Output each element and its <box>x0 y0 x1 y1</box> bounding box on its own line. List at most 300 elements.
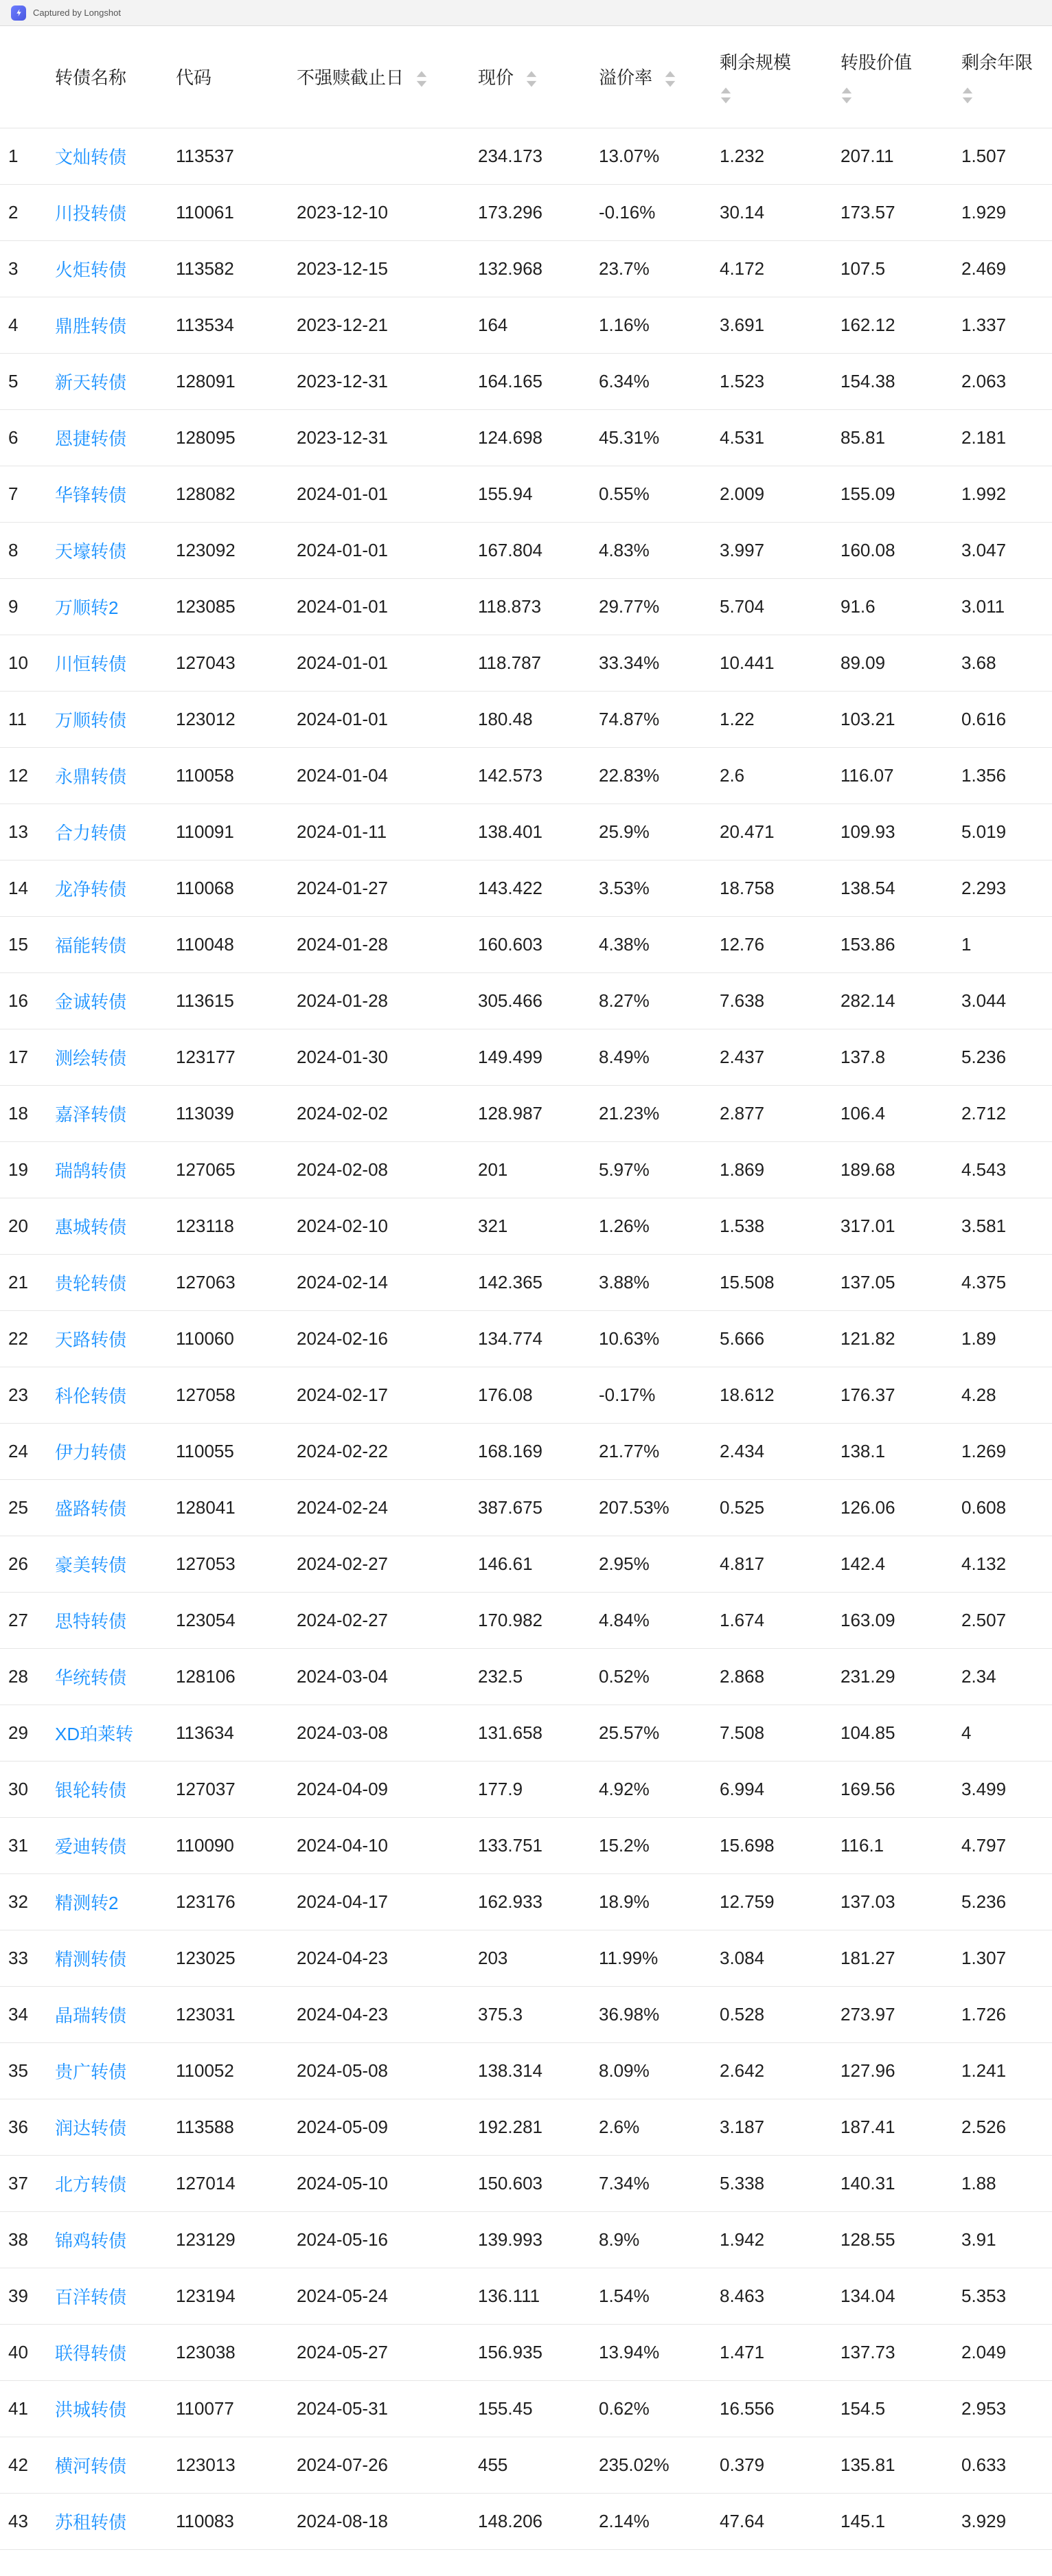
bond-code: 123013 <box>176 2437 297 2493</box>
bond-name-cell <box>55 747 176 803</box>
redeem-date: 2024-05-10 <box>297 2155 478 2211</box>
bond-name-cell <box>55 1141 176 1198</box>
redeem-date: 2024-01-01 <box>297 466 478 522</box>
bond-code: 128106 <box>176 1648 297 1705</box>
remaining-years: 3.011 <box>961 578 1052 635</box>
bond-name-cell <box>55 240 176 297</box>
bond-code: 110091 <box>176 803 297 860</box>
current-price: 170.982 <box>478 1592 599 1648</box>
bond-name-cell <box>55 1479 176 1536</box>
bond-name-link[interactable]: 锦鸡转债 <box>55 2230 127 2251</box>
header-convvalue[interactable] <box>841 26 961 128</box>
premium-rate: 3.53% <box>599 860 720 916</box>
remaining-size: 15.508 <box>720 1254 841 1310</box>
remaining-years: 3.581 <box>961 1198 1052 1254</box>
remaining-years: 2.526 <box>961 2099 1052 2155</box>
row-index: 20 <box>0 1198 55 1254</box>
redeem-date: 2024-04-17 <box>297 1873 478 1930</box>
capture-bar <box>0 0 1052 26</box>
remaining-size: 12.759 <box>720 1873 841 1930</box>
row-index: 18 <box>0 1085 55 1141</box>
row-index: 9 <box>0 578 55 635</box>
current-price: 164.165 <box>478 353 599 409</box>
table-row <box>0 1930 1052 1986</box>
current-price: 162.933 <box>478 1873 599 1930</box>
remaining-years: 2.181 <box>961 409 1052 466</box>
bond-name-link[interactable]: 精测转2 <box>55 1892 119 1913</box>
bond-name-link[interactable]: 万顺转2 <box>55 597 119 618</box>
row-index: 39 <box>0 2268 55 2324</box>
bond-name-cell <box>55 2268 176 2324</box>
table-row <box>0 1198 1052 1254</box>
redeem-date: 2024-05-09 <box>297 2099 478 2155</box>
bond-name-link[interactable]: 思特转债 <box>55 1610 127 1632</box>
bond-name-link[interactable]: 川恒转债 <box>55 653 127 674</box>
bond-name-link[interactable]: 北方转债 <box>55 2174 127 2195</box>
bond-code: 127037 <box>176 1761 297 1817</box>
row-index: 34 <box>0 1986 55 2042</box>
remaining-years: 1.89 <box>961 1310 1052 1367</box>
redeem-date: 2024-05-31 <box>297 2380 478 2437</box>
bond-code: 113615 <box>176 972 297 1029</box>
conversion-value: 104.85 <box>841 1705 961 1761</box>
row-index: 31 <box>0 1817 55 1873</box>
bond-code: 123118 <box>176 1198 297 1254</box>
remaining-size: 2.434 <box>720 1423 841 1479</box>
current-price: 132.968 <box>478 240 599 297</box>
remaining-years: 2.293 <box>961 860 1052 916</box>
conversion-value: 121.82 <box>841 1310 961 1367</box>
row-index: 5 <box>0 353 55 409</box>
conversion-value: 109.93 <box>841 803 961 860</box>
premium-rate: 22.83% <box>599 747 720 803</box>
premium-rate: 2.95% <box>599 1536 720 1592</box>
bond-name-cell <box>55 1029 176 1085</box>
bond-name-link[interactable]: 横河转债 <box>55 2455 127 2476</box>
bond-name-link[interactable]: 天路转债 <box>55 1329 127 1350</box>
sort-arrows-icon[interactable] <box>961 87 1052 104</box>
sort-arrows-icon[interactable] <box>664 70 676 88</box>
redeem-date: 2024-02-14 <box>297 1254 478 1310</box>
conversion-value: 140.31 <box>841 2155 961 2211</box>
premium-rate: 3.88% <box>599 1254 720 1310</box>
remaining-size: 8.463 <box>720 2268 841 2324</box>
current-price: 387.675 <box>478 1479 599 1536</box>
conversion-value: 145.1 <box>841 2493 961 2549</box>
redeem-date: 2024-01-28 <box>297 916 478 972</box>
row-index: 36 <box>0 2099 55 2155</box>
current-price: 128.987 <box>478 1085 599 1141</box>
header-date[interactable] <box>297 26 478 128</box>
bond-name-cell <box>55 578 176 635</box>
bond-name-link[interactable]: 鼎胜转债 <box>55 315 127 337</box>
header-price[interactable] <box>478 26 599 128</box>
redeem-date: 2024-04-09 <box>297 1761 478 1817</box>
remaining-size: 2.009 <box>720 466 841 522</box>
bond-code: 127014 <box>176 2155 297 2211</box>
bond-name-link[interactable]: 火炬转债 <box>55 259 127 280</box>
row-index: 29 <box>0 1705 55 1761</box>
remaining-years: 5.019 <box>961 803 1052 860</box>
capture-caption: Captured by Longshot <box>33 8 121 18</box>
remaining-size: 0.379 <box>720 2437 841 2493</box>
table-row <box>0 916 1052 972</box>
bond-code: 123092 <box>176 522 297 578</box>
bond-name-link[interactable]: 惠城转债 <box>55 1216 127 1238</box>
premium-rate: 8.09% <box>599 2042 720 2099</box>
remaining-years: 1.269 <box>961 1423 1052 1479</box>
bond-name-link[interactable]: XD珀莱转 <box>55 1723 134 1744</box>
bond-name-link[interactable]: 测绘转债 <box>55 1047 127 1069</box>
bond-name-cell <box>55 1761 176 1817</box>
remaining-size: 1.538 <box>720 1198 841 1254</box>
remaining-size: 4.817 <box>720 1536 841 1592</box>
current-price: 118.873 <box>478 578 599 635</box>
premium-rate: 36.98% <box>599 1986 720 2042</box>
row-index: 17 <box>0 1029 55 1085</box>
conversion-value: 231.29 <box>841 1648 961 1705</box>
current-price: 148.206 <box>478 2493 599 2549</box>
premium-rate: 1.54% <box>599 2268 720 2324</box>
header-name <box>55 26 176 128</box>
remaining-years: 3.499 <box>961 1761 1052 1817</box>
sort-arrows-icon[interactable] <box>841 87 961 104</box>
bond-name-link[interactable]: 龙净转债 <box>55 878 127 900</box>
row-index: 12 <box>0 747 55 803</box>
bond-name-link[interactable]: 金诚转债 <box>55 991 127 1012</box>
remaining-years: 4.797 <box>961 1817 1052 1873</box>
redeem-date: 2023-12-31 <box>297 409 478 466</box>
bond-name-link[interactable]: 百洋转债 <box>55 2286 127 2307</box>
bond-name-link[interactable]: 精测转债 <box>55 1948 127 1970</box>
bond-code: 110048 <box>176 916 297 972</box>
current-price: 142.365 <box>478 1254 599 1310</box>
row-index: 35 <box>0 2042 55 2099</box>
conversion-value: 207.11 <box>841 128 961 184</box>
table-row <box>0 2042 1052 2099</box>
remaining-years: 1.507 <box>961 128 1052 184</box>
premium-rate: 1.26% <box>599 1198 720 1254</box>
row-index: 33 <box>0 1930 55 1986</box>
header-premium[interactable] <box>599 26 720 128</box>
bond-code: 128041 <box>176 1479 297 1536</box>
header-premium-label: 溢价率 <box>599 67 653 89</box>
remaining-size: 3.997 <box>720 522 841 578</box>
table-row <box>0 2099 1052 2155</box>
remaining-years: 0.616 <box>961 691 1052 747</box>
current-price: 150.603 <box>478 2155 599 2211</box>
row-index: 11 <box>0 691 55 747</box>
current-price: 134.774 <box>478 1310 599 1367</box>
redeem-date: 2024-05-27 <box>297 2324 478 2380</box>
conversion-value: 187.41 <box>841 2099 961 2155</box>
premium-rate: 45.31% <box>599 409 720 466</box>
premium-rate: 207.53% <box>599 1479 720 1536</box>
bond-name-link[interactable]: 伊力转债 <box>55 1441 127 1463</box>
current-price: 131.658 <box>478 1705 599 1761</box>
premium-rate: 74.87% <box>599 691 720 747</box>
table-row <box>0 578 1052 635</box>
bond-name-link[interactable]: 新天转债 <box>55 372 127 393</box>
bond-name-cell <box>55 1592 176 1648</box>
bond-name-cell <box>55 1254 176 1310</box>
redeem-date: 2024-08-18 <box>297 2493 478 2549</box>
redeem-date: 2024-01-11 <box>297 803 478 860</box>
remaining-years: 3.044 <box>961 972 1052 1029</box>
bond-name-link[interactable]: 合力转债 <box>55 822 127 843</box>
bond-name-link[interactable]: 川投转债 <box>55 203 127 224</box>
sort-arrows-icon[interactable] <box>720 87 841 104</box>
row-index: 32 <box>0 1873 55 1930</box>
bond-name-link[interactable]: 晶瑞转债 <box>55 2005 127 2026</box>
bond-name-link[interactable]: 联得转债 <box>55 2343 127 2364</box>
remaining-size: 18.758 <box>720 860 841 916</box>
premium-rate: 235.02% <box>599 2437 720 2493</box>
row-index: 27 <box>0 1592 55 1648</box>
current-price: 156.935 <box>478 2324 599 2380</box>
bond-code: 110083 <box>176 2493 297 2549</box>
bond-name-cell <box>55 409 176 466</box>
table-row <box>0 2380 1052 2437</box>
bond-name-link[interactable]: 科伦转债 <box>55 1385 127 1406</box>
redeem-date: 2024-03-08 <box>297 1705 478 1761</box>
remaining-years: 2.507 <box>961 1592 1052 1648</box>
bond-code: 127043 <box>176 635 297 691</box>
bond-name-cell <box>55 2493 176 2549</box>
bond-name-link[interactable]: 华锋转债 <box>55 484 127 505</box>
header-convvalue-label: 转股价值 <box>841 52 913 73</box>
bond-code: 110058 <box>176 747 297 803</box>
conversion-value: 273.97 <box>841 1986 961 2042</box>
bond-name-link[interactable]: 贵轮转债 <box>55 1273 127 1294</box>
remaining-years: 4.132 <box>961 1536 1052 1592</box>
table-row <box>0 2268 1052 2324</box>
bond-name-link[interactable]: 贵广转债 <box>55 2061 127 2082</box>
row-index: 10 <box>0 635 55 691</box>
bond-name-cell <box>55 2042 176 2099</box>
remaining-size: 6.994 <box>720 1761 841 1817</box>
premium-rate: 7.34% <box>599 2155 720 2211</box>
bond-name-link[interactable]: 恩捷转债 <box>55 428 127 449</box>
bond-name-link[interactable]: 福能转债 <box>55 935 127 956</box>
table-row <box>0 297 1052 353</box>
table-row <box>0 1479 1052 1536</box>
redeem-date: 2024-01-01 <box>297 691 478 747</box>
bond-name-link[interactable]: 天壕转债 <box>55 540 127 562</box>
remaining-size: 2.642 <box>720 2042 841 2099</box>
premium-rate: 8.9% <box>599 2211 720 2268</box>
bond-name-cell <box>55 184 176 240</box>
conversion-value: 181.27 <box>841 1930 961 1986</box>
table-row <box>0 691 1052 747</box>
table-row <box>0 353 1052 409</box>
bond-name-cell <box>55 353 176 409</box>
header-remain[interactable] <box>720 26 841 128</box>
redeem-date: 2024-01-01 <box>297 635 478 691</box>
current-price: 167.804 <box>478 522 599 578</box>
conversion-value: 154.38 <box>841 353 961 409</box>
premium-rate: 11.99% <box>599 1930 720 1986</box>
bond-name-link[interactable]: 文灿转债 <box>55 146 127 168</box>
table-row <box>0 747 1052 803</box>
redeem-date: 2024-04-23 <box>297 1930 478 1986</box>
bond-name-link[interactable]: 润达转债 <box>55 2117 127 2139</box>
bond-name-cell <box>55 2155 176 2211</box>
bond-code: 113588 <box>176 2099 297 2155</box>
current-price: 146.61 <box>478 1536 599 1592</box>
current-price: 138.314 <box>478 2042 599 2099</box>
redeem-date: 2024-01-27 <box>297 860 478 916</box>
redeem-date: 2024-02-22 <box>297 1423 478 1479</box>
bond-name-cell <box>55 1085 176 1141</box>
table-row <box>0 1029 1052 1085</box>
bond-name-link[interactable]: 瑞鹄转债 <box>55 1160 127 1181</box>
bond-name-link[interactable]: 洪城转债 <box>55 2399 127 2420</box>
bond-name-link[interactable]: 苏租转债 <box>55 2511 127 2533</box>
conversion-value: 128.55 <box>841 2211 961 2268</box>
remaining-size: 10.441 <box>720 635 841 691</box>
current-price: 124.698 <box>478 409 599 466</box>
bond-name-link[interactable]: 华统转债 <box>55 1667 127 1688</box>
remaining-size: 7.638 <box>720 972 841 1029</box>
row-index: 14 <box>0 860 55 916</box>
premium-rate: 25.9% <box>599 803 720 860</box>
table-body <box>0 128 1052 2549</box>
remaining-years: 0.608 <box>961 1479 1052 1536</box>
remaining-years: 5.236 <box>961 1873 1052 1930</box>
remaining-size: 3.187 <box>720 2099 841 2155</box>
bond-name-link[interactable]: 嘉泽转债 <box>55 1104 127 1125</box>
bond-code: 127053 <box>176 1536 297 1592</box>
table-row <box>0 1085 1052 1141</box>
redeem-date: 2024-04-23 <box>297 1986 478 2042</box>
remaining-years: 1.726 <box>961 1986 1052 2042</box>
premium-rate: 2.6% <box>599 2099 720 2155</box>
bond-name-cell <box>55 635 176 691</box>
remaining-years: 3.929 <box>961 2493 1052 2549</box>
conversion-value: 153.86 <box>841 916 961 972</box>
row-index: 2 <box>0 184 55 240</box>
table-row <box>0 128 1052 184</box>
conversion-value: 103.21 <box>841 691 961 747</box>
remaining-size: 5.704 <box>720 578 841 635</box>
premium-rate: 6.34% <box>599 353 720 409</box>
bond-name-link[interactable]: 银轮转债 <box>55 1779 127 1801</box>
row-index: 1 <box>0 128 55 184</box>
premium-rate: 4.38% <box>599 916 720 972</box>
remaining-size: 1.523 <box>720 353 841 409</box>
table-row <box>0 1986 1052 2042</box>
conversion-value: 91.6 <box>841 578 961 635</box>
sort-arrows-icon[interactable] <box>525 70 538 88</box>
remaining-years: 1.929 <box>961 184 1052 240</box>
current-price: 173.296 <box>478 184 599 240</box>
table-row <box>0 803 1052 860</box>
bond-name-cell <box>55 466 176 522</box>
conversion-value: 137.8 <box>841 1029 961 1085</box>
row-index: 22 <box>0 1310 55 1367</box>
bond-code: 123031 <box>176 1986 297 2042</box>
conversion-value: 137.05 <box>841 1254 961 1310</box>
conversion-value: 155.09 <box>841 466 961 522</box>
bond-name-cell <box>55 2324 176 2380</box>
table-row <box>0 1592 1052 1648</box>
header-years[interactable] <box>961 26 1052 128</box>
premium-rate: 13.07% <box>599 128 720 184</box>
bond-name-link[interactable]: 永鼎转债 <box>55 766 127 787</box>
header-name-label: 转债名称 <box>55 67 127 89</box>
redeem-date: 2023-12-15 <box>297 240 478 297</box>
redeem-date: 2024-02-10 <box>297 1198 478 1254</box>
table-row <box>0 2437 1052 2493</box>
remaining-years: 1.992 <box>961 466 1052 522</box>
redeem-date: 2024-07-26 <box>297 2437 478 2493</box>
conversion-value: 282.14 <box>841 972 961 1029</box>
current-price: 133.751 <box>478 1817 599 1873</box>
header-date-label: 不强赎截止日 <box>297 67 404 89</box>
row-index: 43 <box>0 2493 55 2549</box>
bond-code: 123054 <box>176 1592 297 1648</box>
bond-name-cell <box>55 972 176 1029</box>
conversion-value: 107.5 <box>841 240 961 297</box>
redeem-date: 2023-12-10 <box>297 184 478 240</box>
bond-code: 113039 <box>176 1085 297 1141</box>
conversion-value: 176.37 <box>841 1367 961 1423</box>
premium-rate: 21.23% <box>599 1085 720 1141</box>
remaining-years: 1.337 <box>961 297 1052 353</box>
conversion-value: 127.96 <box>841 2042 961 2099</box>
table-row <box>0 1141 1052 1198</box>
bond-name-link[interactable]: 盛路转债 <box>55 1498 127 1519</box>
table-row <box>0 1873 1052 1930</box>
current-price: 155.94 <box>478 466 599 522</box>
redeem-date: 2024-01-01 <box>297 578 478 635</box>
table-row <box>0 240 1052 297</box>
bond-name-link[interactable]: 爱迪转债 <box>55 1836 127 1857</box>
row-index: 4 <box>0 297 55 353</box>
conversion-value: 85.81 <box>841 409 961 466</box>
remaining-years: 3.91 <box>961 2211 1052 2268</box>
bond-name-link[interactable]: 豪美转债 <box>55 1554 127 1575</box>
header-index <box>0 26 55 128</box>
premium-rate: 4.83% <box>599 522 720 578</box>
redeem-date: 2024-01-28 <box>297 972 478 1029</box>
table-row <box>0 635 1052 691</box>
remaining-years: 4 <box>961 1705 1052 1761</box>
bond-name-link[interactable]: 万顺转债 <box>55 709 127 731</box>
row-index: 16 <box>0 972 55 1029</box>
bond-name-cell <box>55 522 176 578</box>
bond-code: 110055 <box>176 1423 297 1479</box>
remaining-years: 1.241 <box>961 2042 1052 2099</box>
sort-arrows-icon[interactable] <box>415 70 428 88</box>
remaining-years: 2.953 <box>961 2380 1052 2437</box>
current-price: 143.422 <box>478 860 599 916</box>
current-price: 139.993 <box>478 2211 599 2268</box>
redeem-date: 2023-12-31 <box>297 353 478 409</box>
bond-code: 123177 <box>176 1029 297 1085</box>
redeem-date: 2024-01-30 <box>297 1029 478 1085</box>
bond-code: 113534 <box>176 297 297 353</box>
premium-rate: 33.34% <box>599 635 720 691</box>
current-price: 180.48 <box>478 691 599 747</box>
current-price: 168.169 <box>478 1423 599 1479</box>
bond-code: 110068 <box>176 860 297 916</box>
conversion-value: 138.54 <box>841 860 961 916</box>
remaining-size: 0.525 <box>720 1479 841 1536</box>
remaining-years: 4.28 <box>961 1367 1052 1423</box>
conversion-value: 169.56 <box>841 1761 961 1817</box>
